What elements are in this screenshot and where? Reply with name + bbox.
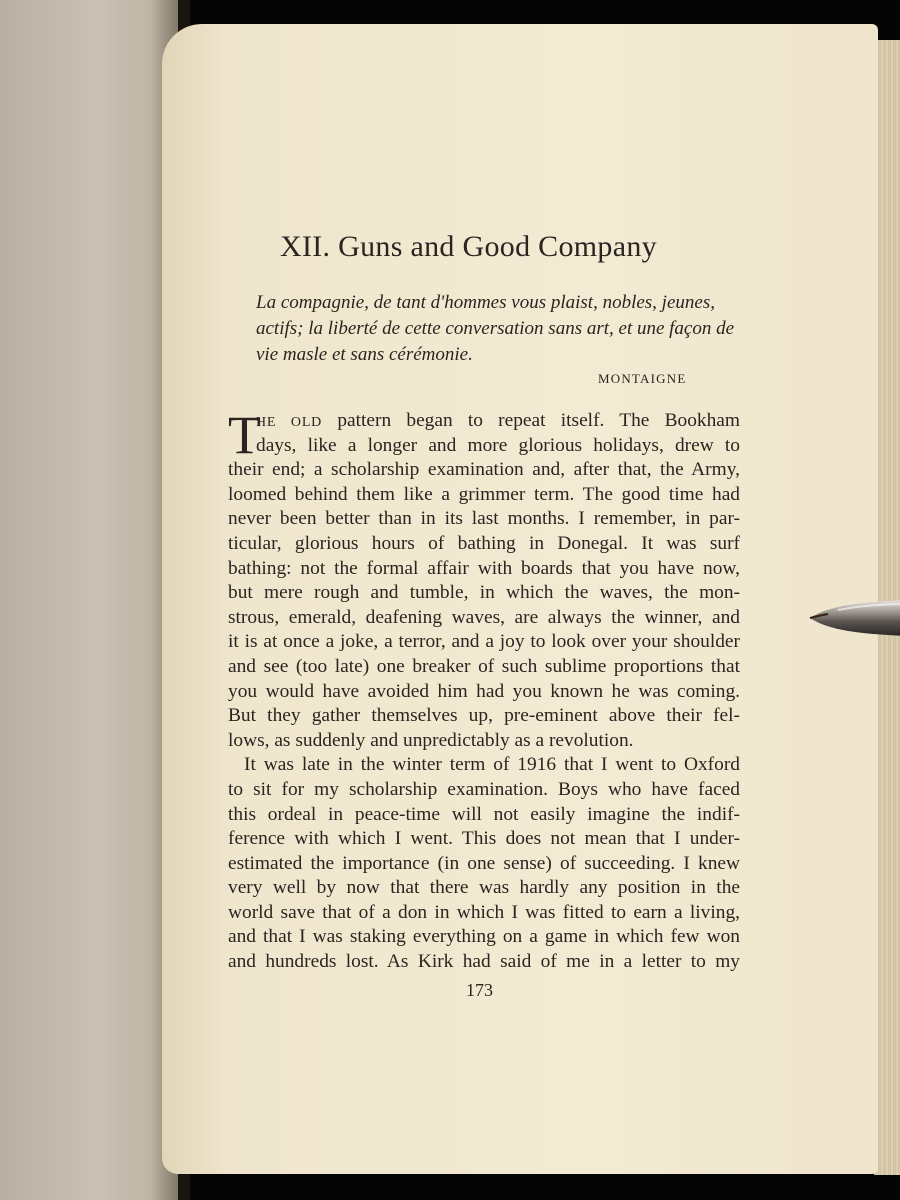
body-text bbox=[228, 405, 740, 975]
text-line: their end; a scholarship examination and, after that, the Army, bbox=[228, 459, 740, 481]
epigraph-line: La compagnie, de tant d'hommes vous plaist, nobles, jeunes, bbox=[256, 292, 715, 313]
text-line: never been better than in its last months. I remember, in par- bbox=[228, 508, 740, 530]
epigraph-attribution: MONTAIGNE bbox=[598, 371, 687, 386]
text-line: but mere rough and tumble, in which the waves, the mon- bbox=[228, 582, 740, 604]
text-line: It was late in the winter term of 1916 that I went to Oxford bbox=[244, 754, 740, 776]
text-line: you would have avoided him had you known he was coming. bbox=[228, 680, 740, 702]
text-line: to sit for my scholarship examination. Boys who have faced bbox=[228, 778, 740, 800]
opening-small-caps: HE OLD bbox=[256, 415, 323, 430]
text-line: loomed behind them like a grimmer term. The good time had bbox=[228, 483, 740, 505]
text-line: ference with which I went. This does not mean that I under- bbox=[228, 828, 740, 850]
chapter-title: XII. Guns and Good Company bbox=[280, 230, 657, 263]
text-line: and hundreds lost. As Kirk had said of me in a letter to my bbox=[228, 951, 740, 973]
text-line: days, like a longer and more glorious holidays, drew to bbox=[256, 434, 740, 456]
text-line: world save that of a don in which I was fitted to earn a living, bbox=[228, 901, 740, 923]
text-line: strous, emerald, deafening waves, are always the winner, and bbox=[228, 606, 740, 628]
text-line: bathing: not the formal affair with boards that you have now, bbox=[228, 557, 740, 579]
text-line: estimated the importance (in one sense) of succeeding. I knew bbox=[228, 852, 740, 874]
page-number: 173 bbox=[466, 980, 493, 1000]
epigraph-line: actifs; la liberté de cette conversation sans art, et une façon de bbox=[256, 318, 735, 339]
text-line: it is at once a joke, a terror, and a joy to look over your shoulder bbox=[228, 631, 740, 653]
epigraph-line: vie masle et sans cérémonie. bbox=[256, 344, 473, 365]
text-line: this ordeal in peace-time will not easily imagine the indif- bbox=[228, 803, 740, 825]
text-line: HE OLD pattern began to repeat itself. The Bookham bbox=[256, 410, 740, 431]
drop-cap: T bbox=[228, 405, 261, 465]
text-line: lows, as suddenly and unpredictably as a revolution. bbox=[228, 729, 634, 751]
epigraph bbox=[256, 290, 735, 368]
text-line: very well by now that there was hardly any position in the bbox=[228, 877, 740, 899]
text-line: and see (too late) one breaker of such sublime proportions that bbox=[228, 655, 740, 677]
text-line: and that I was staking everything on a game in which few won bbox=[228, 926, 740, 948]
text-line: ticular, glorious hours of bathing in Donegal. It was surf bbox=[228, 532, 740, 554]
text-line: But they gather themselves up, pre-eminent above their fel- bbox=[228, 705, 740, 727]
